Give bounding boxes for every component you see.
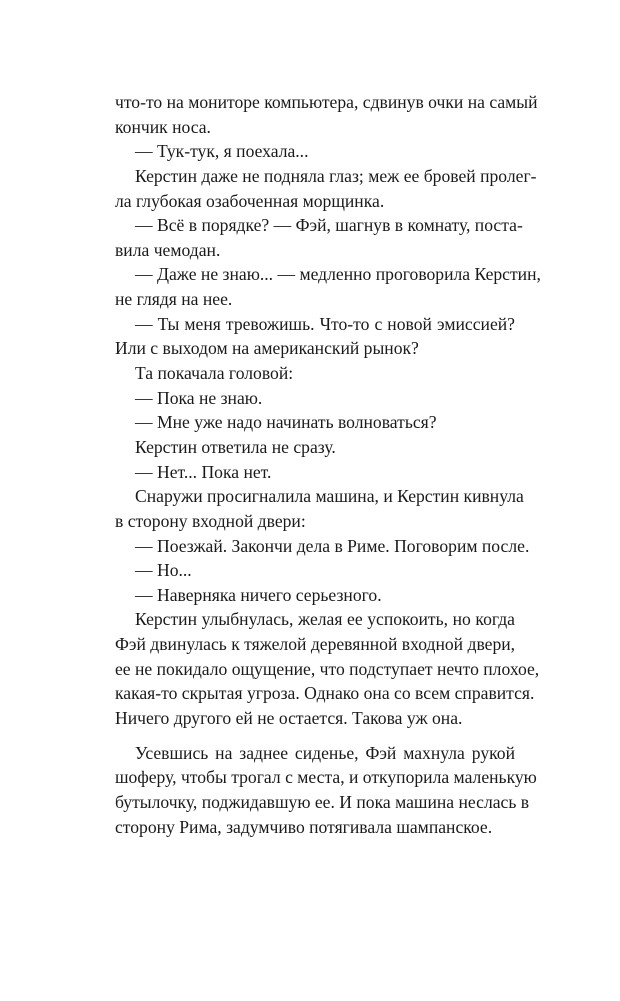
text-line: Та покачала головой: [135,363,294,384]
paragraph [115,90,538,139]
text-line: — Пока не знаю. [135,387,263,408]
paragraph [115,741,537,840]
paragraph [115,361,515,386]
text-line: в сторону входной двери: [115,510,306,531]
paragraph [115,164,537,213]
text-line: — Поезжай. Закончи дела в Риме. Поговорим после. [135,535,530,556]
text-line: вила чемодан. [115,239,221,260]
paragraph [115,213,523,262]
text-line: Керстин даже не подняла глаз; меж ее бровей пролег- [135,165,537,186]
text-line: — Мне уже надо начинать волноваться? [135,412,437,433]
text-line: шоферу, чтобы трогал с места, и откупорила маленькую [115,767,537,788]
text-line: Керстин ответила не сразу. [135,436,336,457]
text-line: Снаружи просигналила машина, и Керстин кивнула [135,486,524,507]
text-line: что-то на мониторе компьютера, сдвинув очки на самый [115,92,538,112]
text-line: Ничего другого ей не остается. Такова уж она. [115,708,463,729]
text-line: — Всё в порядке? — Фэй, шагнув в комнату, поста- [135,215,523,236]
text-line: Керстин улыбнулась, желая ее успокоить, но когда [135,609,515,630]
paragraph [115,262,541,311]
text-line: — Ты меня тревожишь. Что-то с новой эмиссией? [135,313,515,334]
text-line: какая-то скрытая угроза. Однако она со всем справится. [115,683,535,704]
text-line: Или с выходом на американский рынок? [115,338,419,359]
paragraph [115,583,515,608]
text-line: — Даже не знаю... — медленно проговорила Керстин, [135,264,541,285]
paragraph [115,139,515,164]
paragraph [115,410,515,435]
paragraph [115,558,515,583]
paragraph [115,607,540,730]
text-line: сторону Рима, задумчиво потягивала шампанское. [115,816,493,837]
text-line: — Но... [135,560,192,581]
text-line: не глядя на нее. [115,289,233,310]
text-line: — Нет... Пока нет. [135,461,272,482]
paragraph [115,435,515,460]
text-line: бутылочку, поджидавшую ее. И пока машина неслась в [115,791,530,812]
paragraph [115,386,515,411]
paragraph [115,534,530,559]
paragraph [115,460,515,485]
text-line: Усевшись на заднее сиденье, Фэй махнула рукой [135,742,515,763]
paragraph [115,484,524,533]
text-line: кончик носа. [115,116,211,137]
text-line: — Тук-тук, я поехала... [135,141,309,162]
paragraph [115,312,515,361]
paragraph-spacer [115,731,515,741]
text-line: ее не покидало ощущение, что подступает нечто плохое, [115,658,540,679]
text-line: — Наверняка ничего серьезного. [135,584,382,605]
page-text-body [115,90,541,839]
text-line: ла глубокая озабоченная морщинка. [115,190,385,211]
text-line: Фэй двинулась к тяжелой деревянной входной двери, [115,634,516,655]
